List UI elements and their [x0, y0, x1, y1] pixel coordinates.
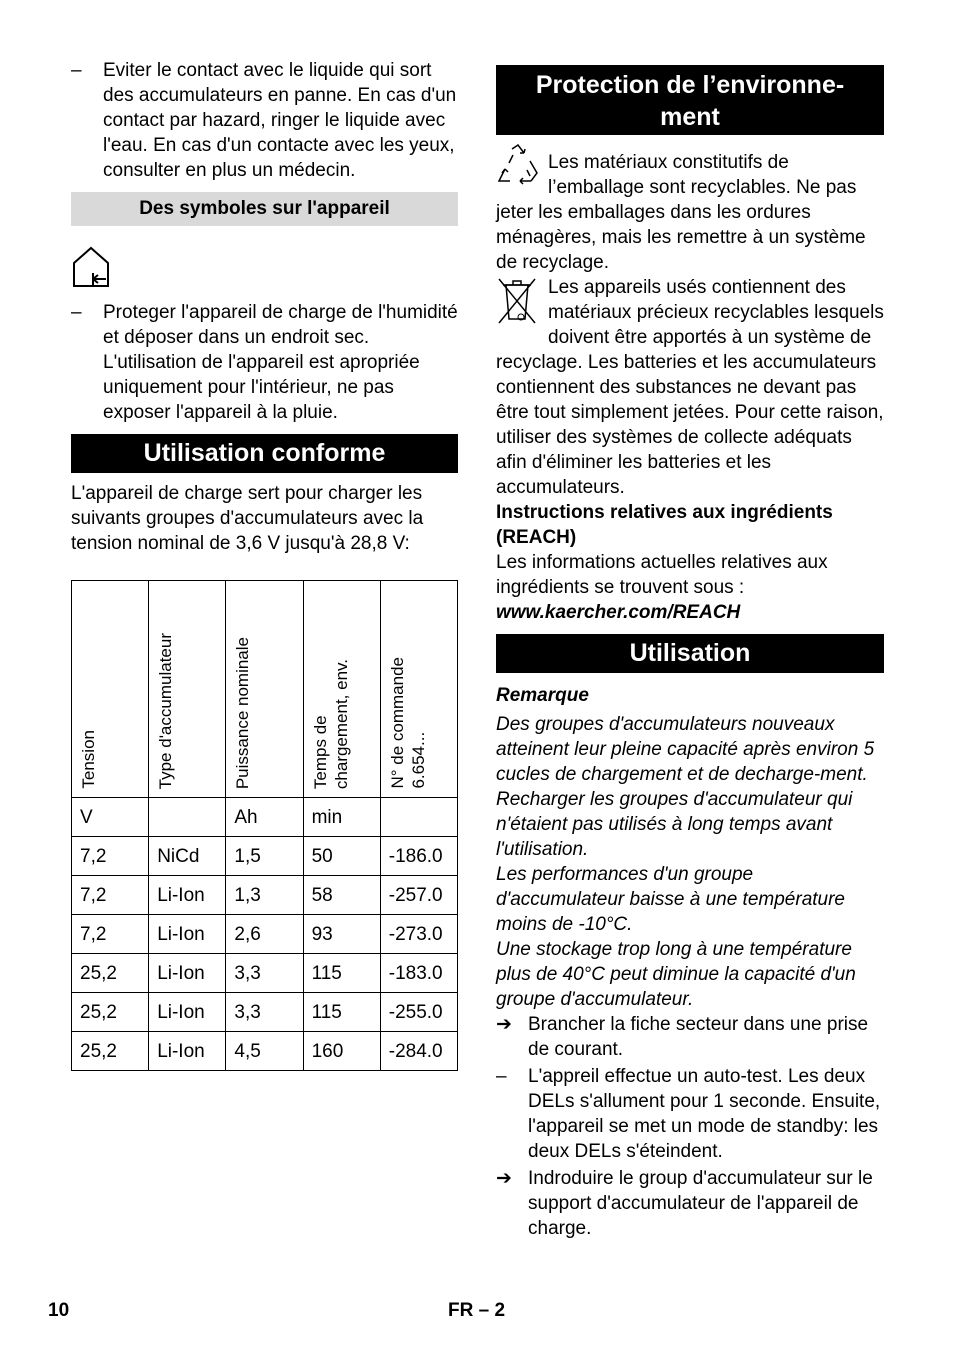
table-cell: 3,3 [226, 954, 303, 993]
table-cell: 7,2 [72, 837, 149, 876]
section-title-environment [496, 65, 884, 135]
unit-cell: min [303, 798, 380, 837]
step-item [496, 1166, 884, 1241]
table-cell: NiCd [149, 837, 226, 876]
table-cell: 2,6 [226, 915, 303, 954]
unit-cell [149, 798, 226, 837]
header-cell: Temps de chargement, env. [303, 581, 380, 798]
env-title-line2: ment [660, 103, 720, 131]
table-row [72, 915, 458, 954]
table-cell: 3,3 [226, 993, 303, 1032]
arrow-right-icon: ➔ [496, 1168, 512, 1189]
table-cell: 58 [303, 876, 380, 915]
arrow-right-icon: ➔ [496, 1014, 512, 1035]
protect-dash-item [71, 300, 458, 425]
table-cell: Li-Ion [149, 993, 226, 1032]
dash-marker: – [71, 302, 82, 323]
table-cell: 4,5 [226, 1032, 303, 1071]
warning-text: Eviter le contact avec le liquide qui sort des accumulateurs en panne. En cas d'un contact par hazard, ringer le liquide avec l'eau. En cas d'un contacte avec les yeux, consulter en plus un médecin. [103, 60, 457, 181]
table-row [72, 993, 458, 1032]
indoor-use-house-icon [71, 246, 458, 288]
unit-cell: Ah [226, 798, 303, 837]
crossed-out-bin-icon [496, 275, 548, 331]
note-paragraph: Les performances d'un groupe d'accumulateur baisse à une température moins de -10°C. [496, 864, 845, 935]
header-cell: Puissance nominale [226, 581, 303, 798]
step-item [496, 1012, 884, 1062]
table-cell: 7,2 [72, 876, 149, 915]
footer-lang-page: FR – 2 [448, 1300, 506, 1321]
dash-marker: – [496, 1066, 507, 1087]
note-label: Remarque [496, 685, 589, 706]
note-paragraph: Une stockage trop long à une température plus de 40°C peut diminue la capacité d'un groupe d'accumulateur. [496, 939, 856, 1010]
table-row [72, 837, 458, 876]
table-cell: -255.0 [380, 993, 457, 1032]
env-title-line1: Protection de l’environne- [535, 71, 845, 99]
dash-marker: – [71, 60, 82, 81]
table-header-row [72, 581, 458, 798]
protect-text: Proteger l'appareil de charge de l'humidité et déposer dans un endroit sec. L'utilisation de l'appareil est apropriée uniquement pour l'intérieur, ne pas exposer l'appareil à la pluie. [103, 302, 458, 423]
symbols-heading: Des symboles sur l'appareil [71, 192, 458, 226]
reach-text: Les informations actuelles relatives aux ingrédients se trouvent sous : [496, 552, 828, 598]
header-cell: Type d'accumulateur [149, 581, 226, 798]
table-cell: Li-Ion [149, 876, 226, 915]
note-paragraph: Recharger les groupes d'accumulateur qui n'étaient pas utilisés à long temps avant l'utilisation. [496, 789, 853, 860]
table-cell: Li-Ion [149, 915, 226, 954]
table-cell: 160 [303, 1032, 380, 1071]
unit-cell [380, 798, 457, 837]
section-title-utilisation-conforme: Utilisation conforme [71, 434, 458, 473]
weee-text: Les appareils usés contiennent des matériaux précieux recyclables lesquels doivent être apportés à un système de recyclage. Les batteries et les accumulateurs contiennent des substances ne devant pas être tout simplement jetées. Pour cette raison, utiliser des systèmes de collecte adéquats afin d'éliminer les batteries et les accumulateurs. [496, 277, 884, 498]
page-number: 10 [48, 1300, 70, 1321]
reach-link[interactable]: www.kaercher.com/REACH [496, 602, 741, 623]
table-cell: 50 [303, 837, 380, 876]
table-cell: 115 [303, 993, 380, 1032]
table-cell: 25,2 [72, 993, 149, 1032]
intro-paragraph: L'appareil de charge sert pour charger les suivants groupes d'accumulateurs avec la tension nominal de 3,6 V jusqu'à 28,8 V: [71, 483, 424, 554]
table-units-row [72, 798, 458, 837]
recycle-text: Les matériaux constitutifs de l’emballage sont recyclables. Ne pas jeter les emballages dans les ordures ménagères, mais les remettre à un système de recyclage. [496, 152, 866, 273]
dash-step-text: L'appreil effectue un auto-test. Les deux DELs s'allument pour 1 seconde. Ensuite, l'appareil se met un mode de standby: les deux DELs s'éteindent. [528, 1066, 881, 1162]
table-cell: -186.0 [380, 837, 457, 876]
unit-cell: V [72, 798, 149, 837]
table-row [72, 954, 458, 993]
table-cell: -183.0 [380, 954, 457, 993]
weee-block [496, 275, 884, 500]
table-cell: -257.0 [380, 876, 457, 915]
step-text: Indroduire le group d'accumulateur sur le support d'accumulateur de l'appareil de charge. [528, 1168, 873, 1239]
step-text: Brancher la fiche secteur dans une prise de courant. [528, 1014, 869, 1060]
table-cell: 1,3 [226, 876, 303, 915]
table-cell: 25,2 [72, 1032, 149, 1071]
recycling-icon [496, 143, 548, 194]
table-row [72, 876, 458, 915]
reach-heading: Instructions relatives aux ingrédients (REACH) [496, 502, 833, 548]
table-cell: -273.0 [380, 915, 457, 954]
battery-table [71, 580, 458, 1071]
table-cell: -284.0 [380, 1032, 457, 1071]
table-cell: Li-Ion [149, 1032, 226, 1071]
right-column [496, 65, 884, 1241]
table-cell: 25,2 [72, 954, 149, 993]
table-cell: 93 [303, 915, 380, 954]
header-cell: N° de commande 6.654... [380, 581, 457, 798]
table-cell: Li-Ion [149, 954, 226, 993]
header-cell: Tension [72, 581, 149, 798]
table-cell: 115 [303, 954, 380, 993]
section-title-utilisation: Utilisation [496, 634, 884, 673]
left-column [71, 58, 458, 1071]
note-paragraph: Des groupes d'accumulateurs nouveaux atteinent leur pleine capacité après environ 5 cucles de chargement et de decharge-ment. [496, 714, 875, 785]
dash-step-item [496, 1064, 884, 1164]
table-cell: 1,5 [226, 837, 303, 876]
warning-dash-item [71, 58, 458, 183]
table-row [72, 1032, 458, 1071]
table-cell: 7,2 [72, 915, 149, 954]
